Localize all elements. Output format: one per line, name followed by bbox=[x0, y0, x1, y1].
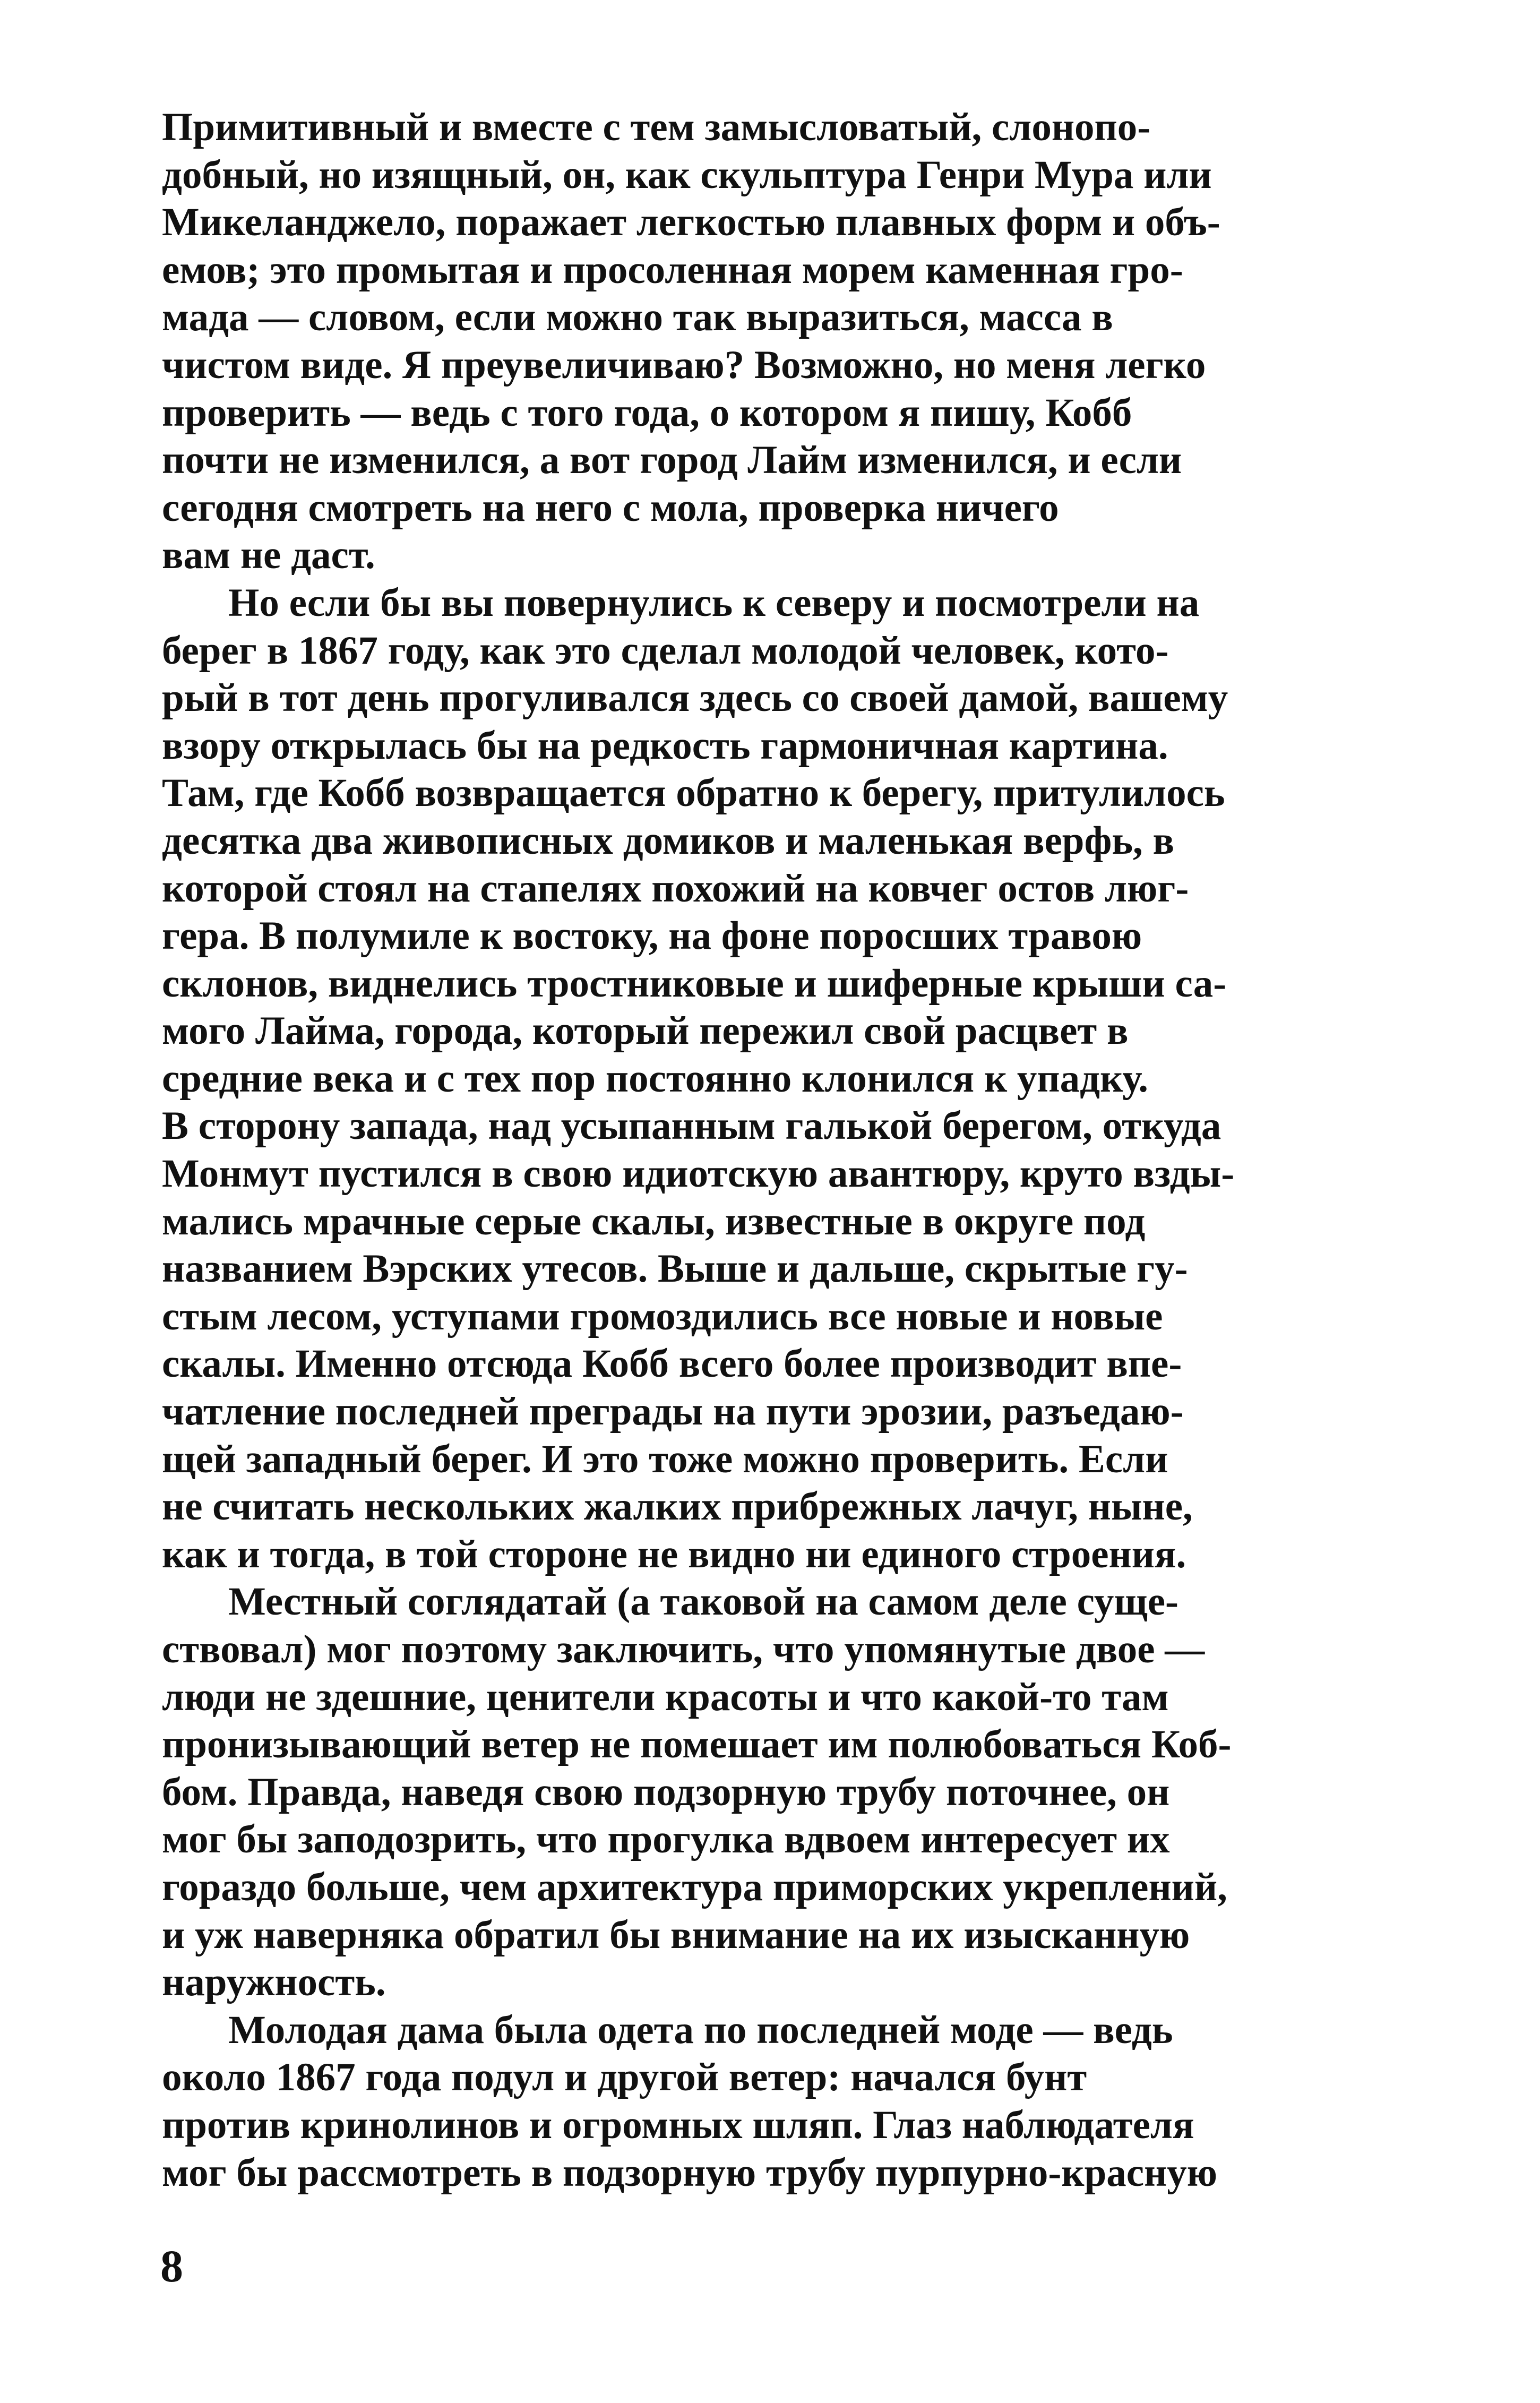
paragraph-4: Молодая дама была одета по последней моде — ведь около 1867 года подул и другой ветер: начался бунт против кринолинов и огромных шляп. Глаз наблюдателя мог бы рассмотреть в подзорную трубу пурпурно-красную bbox=[162, 2007, 1218, 2195]
body-text bbox=[162, 104, 1388, 2196]
page-number: 8 bbox=[160, 2241, 183, 2292]
paragraph-1: Примитивный и вместе с тем замысловатый, слонопо- добный, но изящный, он, как скульптура Генри Мура или Микеланджело, поражает легкостью плавных форм и объ- емов; это промытая и просоленная морем каменная гро- мада — словом, если можно так выразиться, масса в чистом виде. Я преувеличиваю? Возможно, но меня легко проверить — ведь с того года, о котором я пишу, Кобб почти не изменился, а вот город Лайм изменился, и если сегодня смотреть на него с мола, проверка ничего вам не даст. bbox=[162, 105, 1220, 578]
paragraph-2: Но если бы вы повернулись к северу и посмотрели на берег в 1867 году, как это сделал молодой человек, кото- рый в тот день прогуливался здесь со своей дамой, вашему взору открылась бы на редкость гармоничная картина. Там, где Кобб возвращается обратно к берегу, притулилось десятка два живописных домиков и маленькая верфь, в которой стоял на стапелях похожий на ковчег остов люг- гера. В полумиле к востоку, на фоне поросших травою склонов, виднелись тростниковые и шиферные крыши са- мого Лайма, города, который пережил свой расцвет в средние века и с тех пор постоянно клонился к упадку. В сторону запада, над усыпанным галькой берегом, откуда Монмут пустился в свою идиотскую авантюру, круто взды- мались мрачные серые скалы, известные в округе под названием Вэрских утесов. Выше и дальше, скрытые гу- стым лесом, уступами громоздились все новые и новые скалы. Именно отсюда Кобб всего более производит впе- чатление последней преграды на пути эрозии, разъедаю- щей западный берег. И это тоже можно проверить. Если не считать нескольких жалких прибрежных лачуг, ныне, как и тогда, в той стороне не видно ни единого строения. bbox=[162, 580, 1235, 1576]
paragraph-3: Местный соглядатай (а таковой на самом деле суще- ствовал) мог поэтому заключить, что упомянутые двое — люди не здешние, ценители красоты и что какой-то там пронизывающий ветер не помешает им полюбоваться Коб- бом. Правда, наведя свою подзорную трубу поточнее, он мог бы заподозрить, что прогулка вдвоем интересует их гораздо больше, чем архитектура приморских укреплений, и уж наверняка обратил бы внимание на их изысканную наружность. bbox=[162, 1580, 1232, 2005]
